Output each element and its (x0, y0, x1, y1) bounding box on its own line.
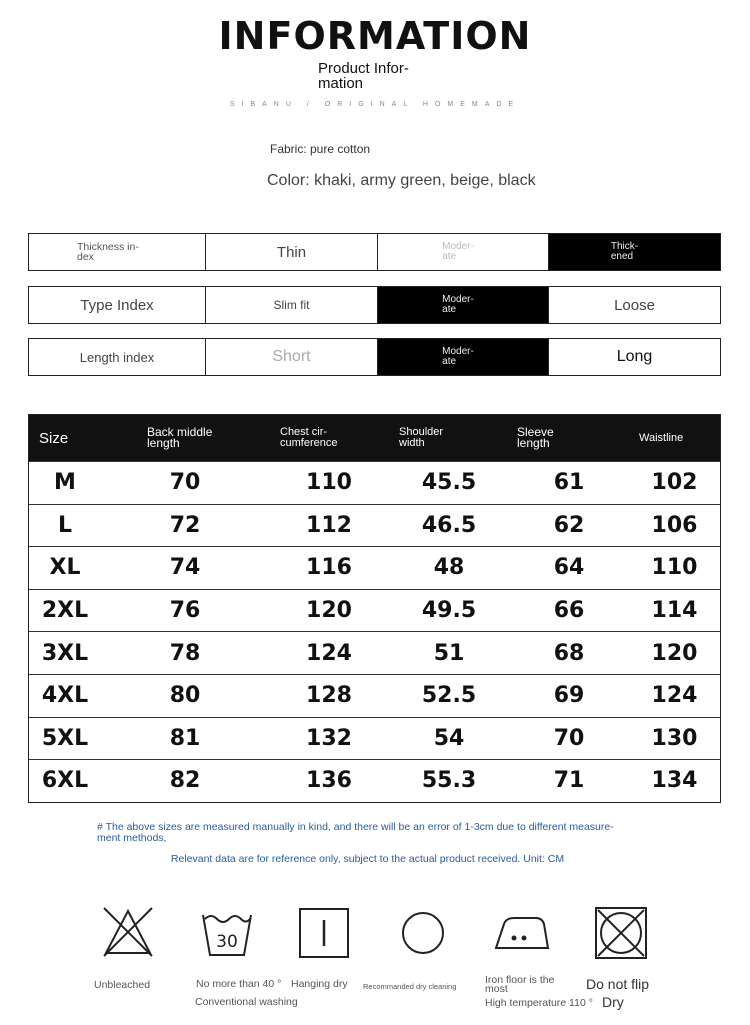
note-line-2: ment methods, (97, 832, 167, 844)
type-option-moderate (378, 287, 549, 323)
table-cell: 124 (651, 683, 698, 709)
header-label-line-2: width (399, 437, 425, 449)
table-cell: 81 (169, 725, 201, 751)
size-table-header (29, 415, 720, 461)
thickness-index-row (28, 233, 721, 271)
table-row (29, 674, 720, 717)
label-line-1: Thickness in- (77, 241, 139, 253)
table-row (29, 461, 720, 504)
caption-unbleached: Unbleached (94, 979, 151, 991)
table-cell: 46.5 (421, 512, 477, 538)
table-cell: XL (49, 555, 81, 581)
caption-hanging-dry: Hanging dry (291, 978, 348, 990)
table-cell: 2XL (41, 598, 89, 624)
table-cell: 110 (651, 555, 698, 581)
table-row (29, 504, 720, 547)
header-waistline (629, 433, 720, 444)
option-label-line-1: Moder- (442, 346, 474, 357)
header-label-line-1: Sleeve (517, 425, 554, 439)
header-label-line-2: length (517, 436, 550, 450)
label-line-2: dex (77, 251, 94, 263)
header-label-line-1: Chest cir- (280, 426, 328, 438)
size-table-body (29, 461, 720, 802)
table-cell: 55.3 (421, 768, 477, 794)
header-label-line-2: length (147, 436, 180, 450)
label-text: Length index (79, 349, 155, 365)
caption-iron-line-1: Iron floor is the (485, 974, 555, 986)
caption-dry: Dry (602, 994, 624, 1010)
table-row (29, 589, 720, 632)
header-label-line-2: cumference (280, 437, 338, 449)
type-option-slim-fit (206, 287, 378, 323)
caption-dry-cleaning: Recommanded dry cleaning (363, 982, 457, 991)
length-index-row (28, 338, 721, 376)
table-row (29, 717, 720, 760)
table-cell: 69 (553, 683, 585, 709)
option-label: Long (616, 348, 653, 365)
type-index-label (29, 287, 206, 323)
option-label-line-1: Moder- (442, 294, 474, 305)
size-table (28, 414, 721, 803)
note-line-1: # The above sizes are measured manually in kind, and there will be an error of 1-3cm due to different measure- (97, 821, 614, 833)
header-label: Waistline (639, 431, 684, 444)
table-cell: 132 (306, 725, 352, 751)
header-shoulder-width (389, 427, 509, 449)
table-cell: 45.5 (421, 470, 477, 496)
option-label-line-2: ate (442, 251, 457, 262)
table-cell: 120 (651, 640, 698, 666)
length-index-label (29, 339, 206, 375)
table-cell: 114 (651, 598, 698, 624)
table-cell: 110 (306, 470, 352, 496)
table-cell: 3XL (41, 640, 89, 666)
caption-do-not-flip: Do not flip (586, 976, 650, 992)
wash-temp-label: 30 (216, 932, 238, 952)
label-text: Type Index (80, 296, 154, 314)
table-cell: 70 (169, 470, 201, 496)
option-label-line-2: ened (610, 251, 634, 262)
caption-high-temperature: High temperature 110 ° (485, 997, 593, 1009)
table-cell: 6XL (41, 768, 89, 794)
option-label-line-1: Thick- (610, 241, 639, 252)
table-cell: 4XL (41, 683, 89, 709)
length-option-short (206, 339, 378, 375)
page-title: INFORMATION (218, 14, 532, 58)
thickness-option-thickened (549, 234, 720, 270)
table-cell: 74 (169, 555, 201, 581)
table-row (29, 546, 720, 589)
option-label: Thin (276, 243, 307, 261)
header-label-line-1: Shoulder (399, 426, 444, 438)
table-cell: 72 (169, 512, 201, 538)
fabric-info: Fabric: pure cotton (270, 142, 371, 156)
table-cell: 116 (306, 555, 352, 581)
table-cell: 54 (433, 725, 465, 751)
iron-icon (494, 910, 550, 954)
table-row (29, 631, 720, 674)
header-size (29, 430, 101, 447)
table-cell: 134 (651, 768, 698, 794)
table-cell: 106 (651, 512, 698, 538)
length-option-long (549, 339, 720, 375)
table-cell: M (54, 470, 76, 496)
header-label-line-1: Back middle (147, 425, 213, 439)
thickness-option-thin (206, 234, 378, 270)
reference-note: Relevant data are for reference only, subject to the actual product received. Unit: CM (170, 853, 565, 865)
table-cell: 76 (169, 598, 201, 624)
table-cell: 136 (306, 768, 352, 794)
option-label-line-1: Moder- (442, 241, 474, 252)
table-cell: 80 (169, 683, 201, 709)
header-label: Size (39, 429, 69, 447)
table-cell: 64 (553, 555, 585, 581)
length-option-moderate (378, 339, 549, 375)
option-label: Loose (614, 296, 655, 314)
table-cell: 124 (306, 640, 352, 666)
table-cell: 66 (553, 598, 585, 624)
caption-iron-line-2: most (485, 983, 508, 995)
hanging-dry-icon (298, 907, 350, 959)
table-cell: 70 (553, 725, 585, 751)
table-cell: 102 (651, 470, 698, 496)
option-label-line-2: ate (442, 304, 457, 315)
subtitle-line-1: Product Infor- (318, 60, 409, 77)
thickness-option-moderate (378, 234, 549, 270)
subtitle-line-2: mation (318, 75, 364, 92)
table-cell: 48 (433, 555, 465, 581)
dry-clean-icon (400, 910, 446, 956)
caption-conventional-washing: Conventional washing (195, 996, 298, 1008)
type-option-loose (549, 287, 720, 323)
table-cell: 68 (553, 640, 585, 666)
table-cell: 128 (306, 683, 352, 709)
table-cell: 82 (169, 768, 201, 794)
page-subtitle (318, 61, 438, 91)
option-label: Short (272, 348, 311, 365)
brand-tagline: SIBANU / ORIGINAL HOMEMADE (229, 101, 521, 108)
option-label: Slim fit (273, 298, 310, 312)
option-label-line-2: ate (442, 356, 457, 367)
table-cell: 78 (169, 640, 201, 666)
thickness-index-label (29, 234, 206, 270)
table-cell: 52.5 (421, 683, 477, 709)
table-cell: 120 (306, 598, 352, 624)
table-cell: 51 (433, 640, 465, 666)
table-cell: 49.5 (421, 598, 477, 624)
table-cell: 71 (553, 768, 585, 794)
table-row (29, 759, 720, 802)
table-cell: 5XL (41, 725, 89, 751)
color-info: Color: khaki, army green, beige, black (267, 172, 536, 189)
no-tumble-dry-icon (594, 906, 648, 960)
table-cell: 62 (553, 512, 585, 538)
caption-no-more-than: No more than 40 ° (196, 978, 282, 990)
no-bleach-icon (101, 905, 155, 959)
table-cell: 112 (306, 512, 352, 538)
header-chest-circumference (269, 427, 389, 449)
table-cell: 130 (651, 725, 698, 751)
wash-30-icon (200, 907, 254, 961)
table-cell: L (57, 512, 73, 538)
table-cell: 61 (553, 470, 585, 496)
measurement-note (97, 822, 657, 844)
type-index-row (28, 286, 721, 324)
header-back-middle-length (101, 427, 269, 449)
caption-iron (485, 976, 554, 994)
header-sleeve-length (509, 427, 629, 449)
